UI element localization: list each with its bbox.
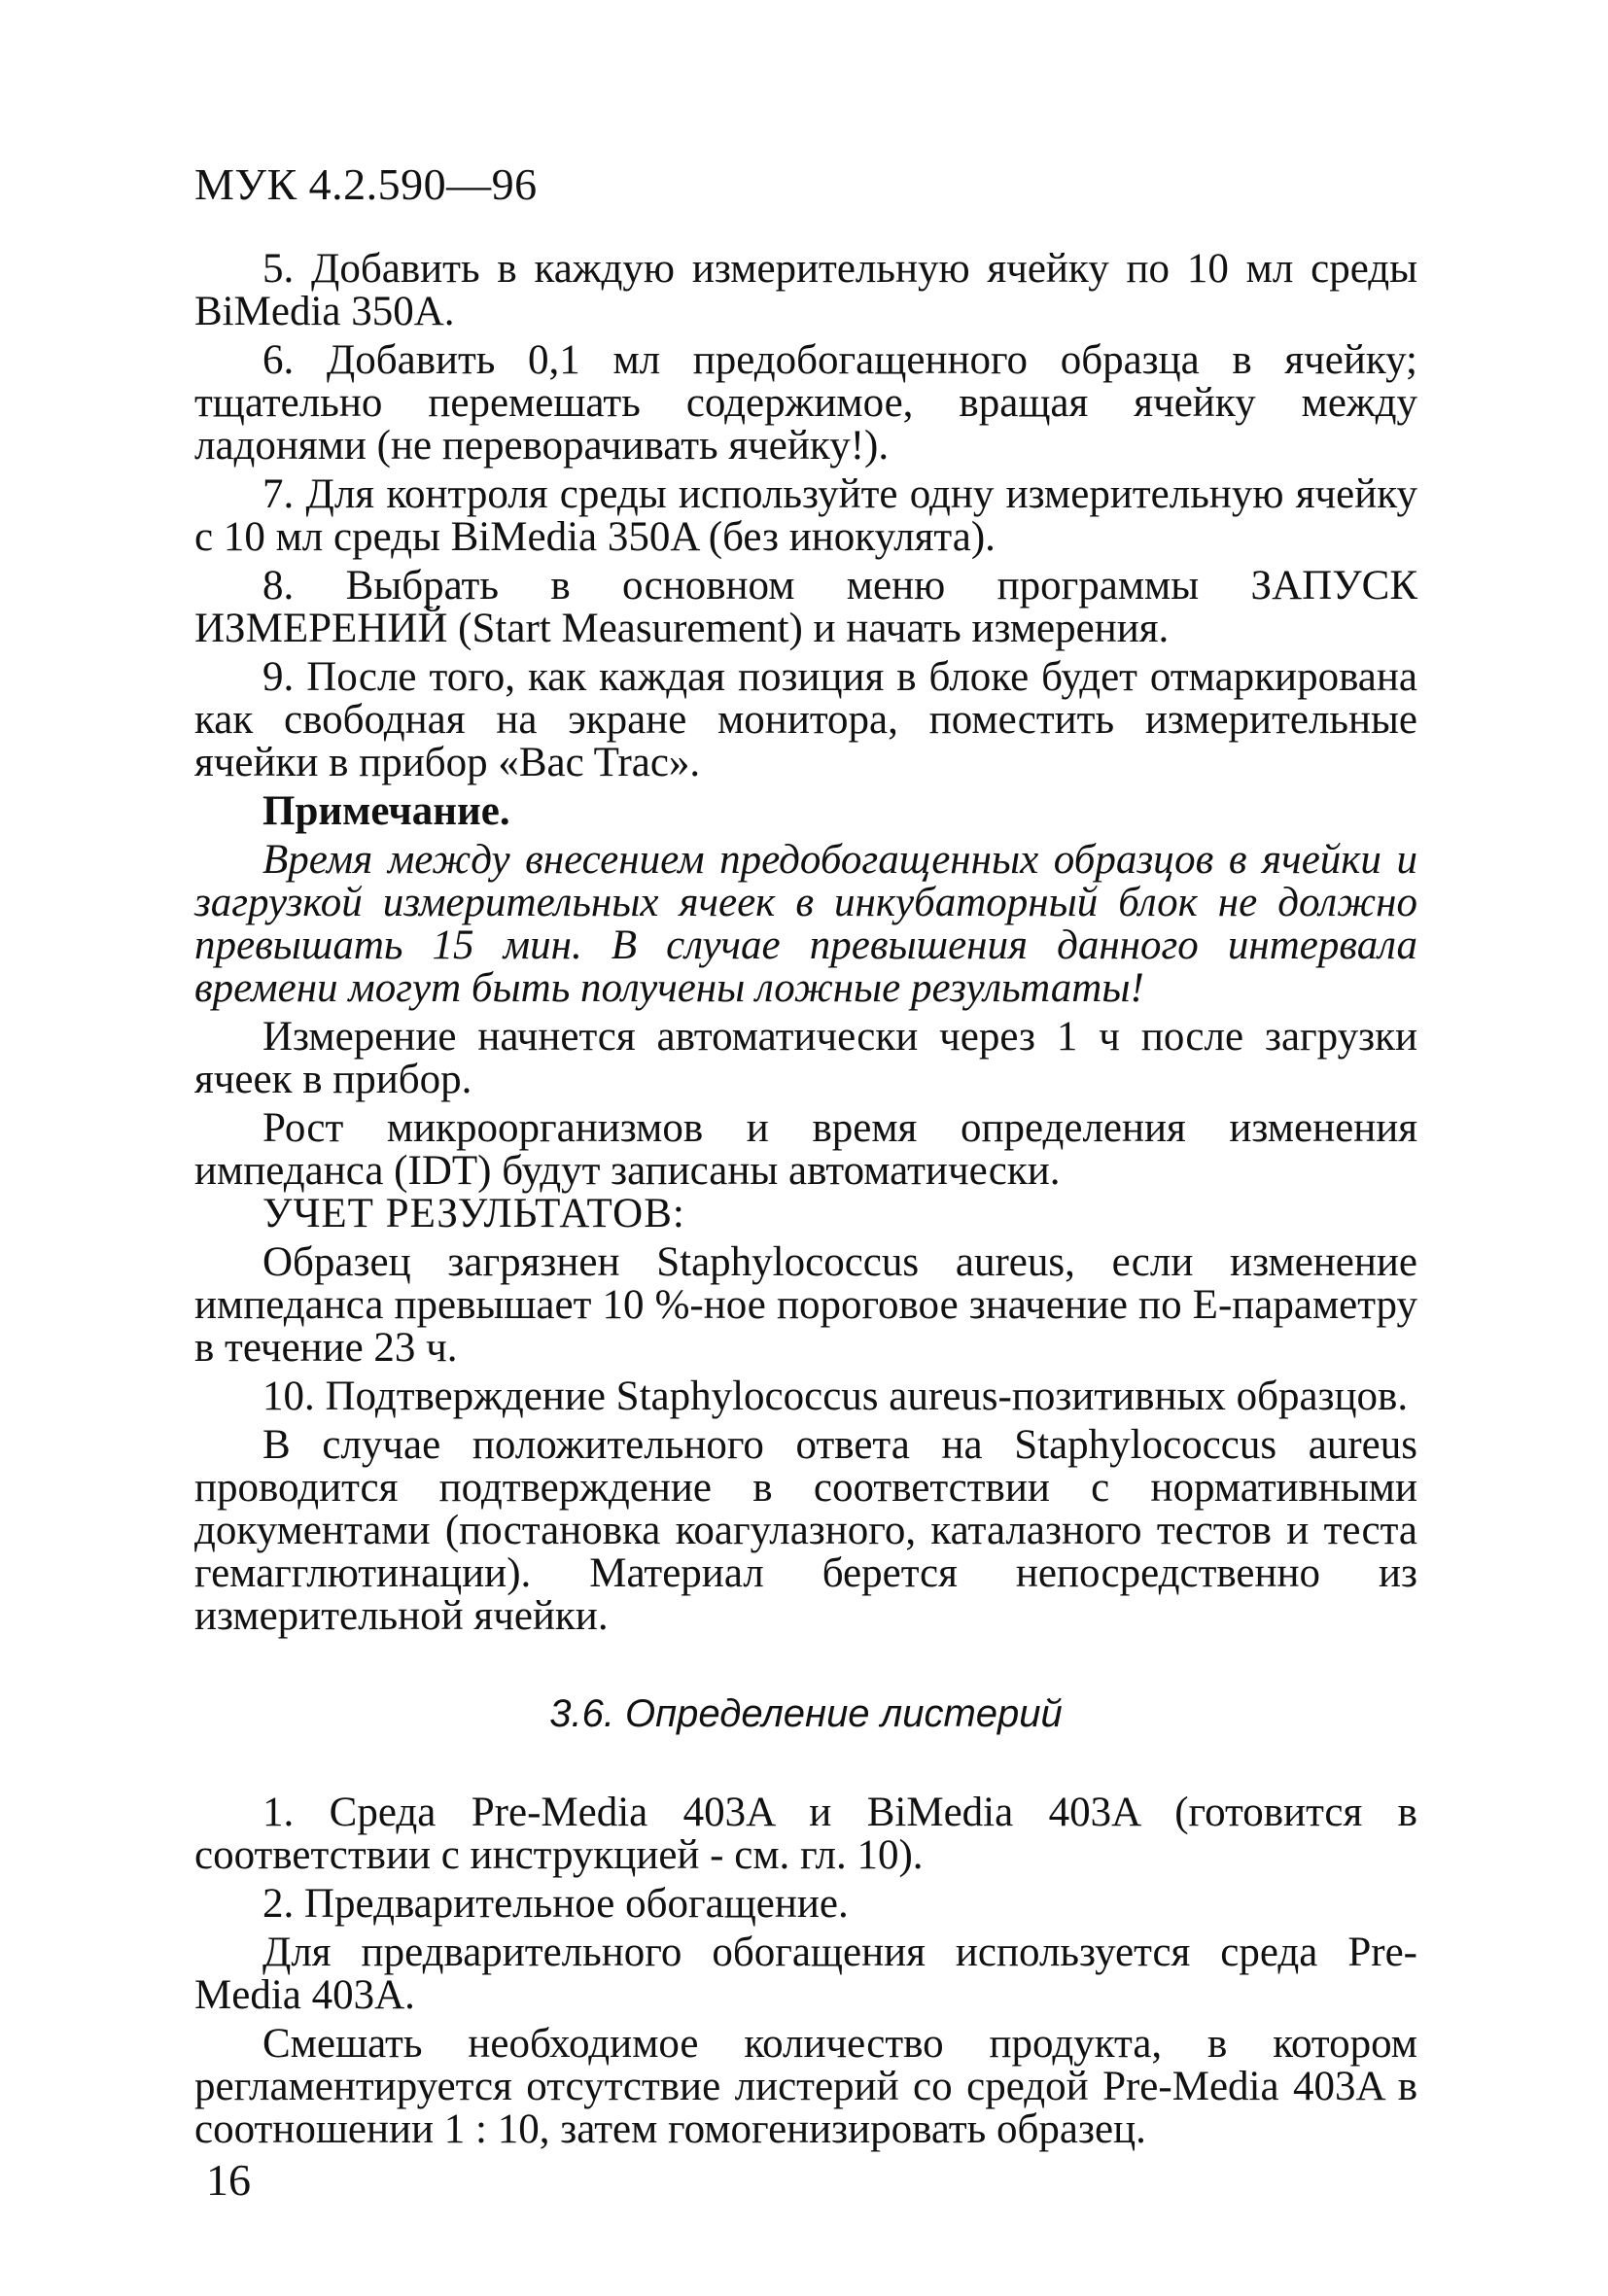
step-9-paragraph: 9. После того, как каждая позиция в блоке будет отмаркирована как свободная на экране монитора, поместить измерительные ячейки в прибор «Bac Trac».: [194, 654, 1417, 785]
confirmation-paragraph: В случае положительного ответа на Staphylococcus aureus проводится подтверждение в соответствии с нормативными документами (постановка коагулазного, каталазного тестов и теста гемагглютинации). Материал берется непосредственно из измерительной ячейки.: [194, 1422, 1417, 1639]
document-code-header: МУК 4.2.590—96: [194, 159, 538, 209]
results-heading: УЧЕТ РЕЗУЛЬТАТОВ:: [262, 1191, 685, 1236]
pre-enrichment-paragraph: Для предварительного обогащения используется среда Pre-Media 403A.: [194, 1930, 1417, 2018]
contamination-criterion-paragraph: Образец загрязнен Staphylococcus aureus, если изменение импеданса превышает 10 %-ное пороговое значение по E-параметру в течение 23 ч.: [194, 1239, 1417, 1371]
measurement-start-paragraph: Измерение начнется автоматически через 1 ч после загрузки ячеек в прибор.: [194, 1014, 1417, 1102]
step-10-paragraph: 10. Подтверждение Staphylococcus aureus-позитивных образцов.: [262, 1374, 1409, 1419]
note-text: Время между внесением предобогащенных образцов в ячейки и загрузкой измерительных ячеек в инкубаторный блок не должно превышать 15 мин. В случае превышения данного интервала времени могут быть получены ложные результаты!: [194, 837, 1417, 1011]
note-title: Примечание.: [262, 788, 510, 834]
step-7-paragraph: 7. Для контроля среды используйте одну измерительную ячейку с 10 мл среды BiMedia 350A (без инокулята).: [194, 471, 1417, 560]
mixing-paragraph: Смешать необходимое количество продукта, в котором регламентируется отсутствие листерий со средой Pre-Media 403A в соотношении 1 : 10, затем гомогенизировать образец.: [194, 2021, 1417, 2152]
growth-recording-paragraph: Рост микроорганизмов и время определения изменения импеданса (IDT) будут записаны автоматически.: [194, 1105, 1417, 1194]
step-8-paragraph: 8. Выбрать в основном меню программы ЗАПУСК ИЗМЕРЕНИЙ (Start Measurement) и начать измерения.: [194, 563, 1417, 651]
section-heading-listeria: 3.6. Определение листерий: [549, 1692, 1063, 1735]
step-6-paragraph: 6. Добавить 0,1 мл предобогащенного образца в ячейку; тщательно перемешать содержимое, вращая ячейку между ладонями (не переворачивать ячейку!).: [194, 337, 1417, 469]
listeria-step-1-paragraph: 1. Среда Pre-Media 403A и BiMedia 403A (готовится в соответствии с инструкцией - см. гл. 10).: [194, 1790, 1417, 1878]
page-number: 16: [206, 2155, 251, 2205]
document-page: [194, 160, 1417, 2151]
listeria-step-2-paragraph: 2. Предварительное обогащение.: [262, 1881, 849, 1927]
step-5-paragraph: 5. Добавить в каждую измерительную ячейку по 10 мл среды BiMedia 350A.: [194, 246, 1417, 334]
